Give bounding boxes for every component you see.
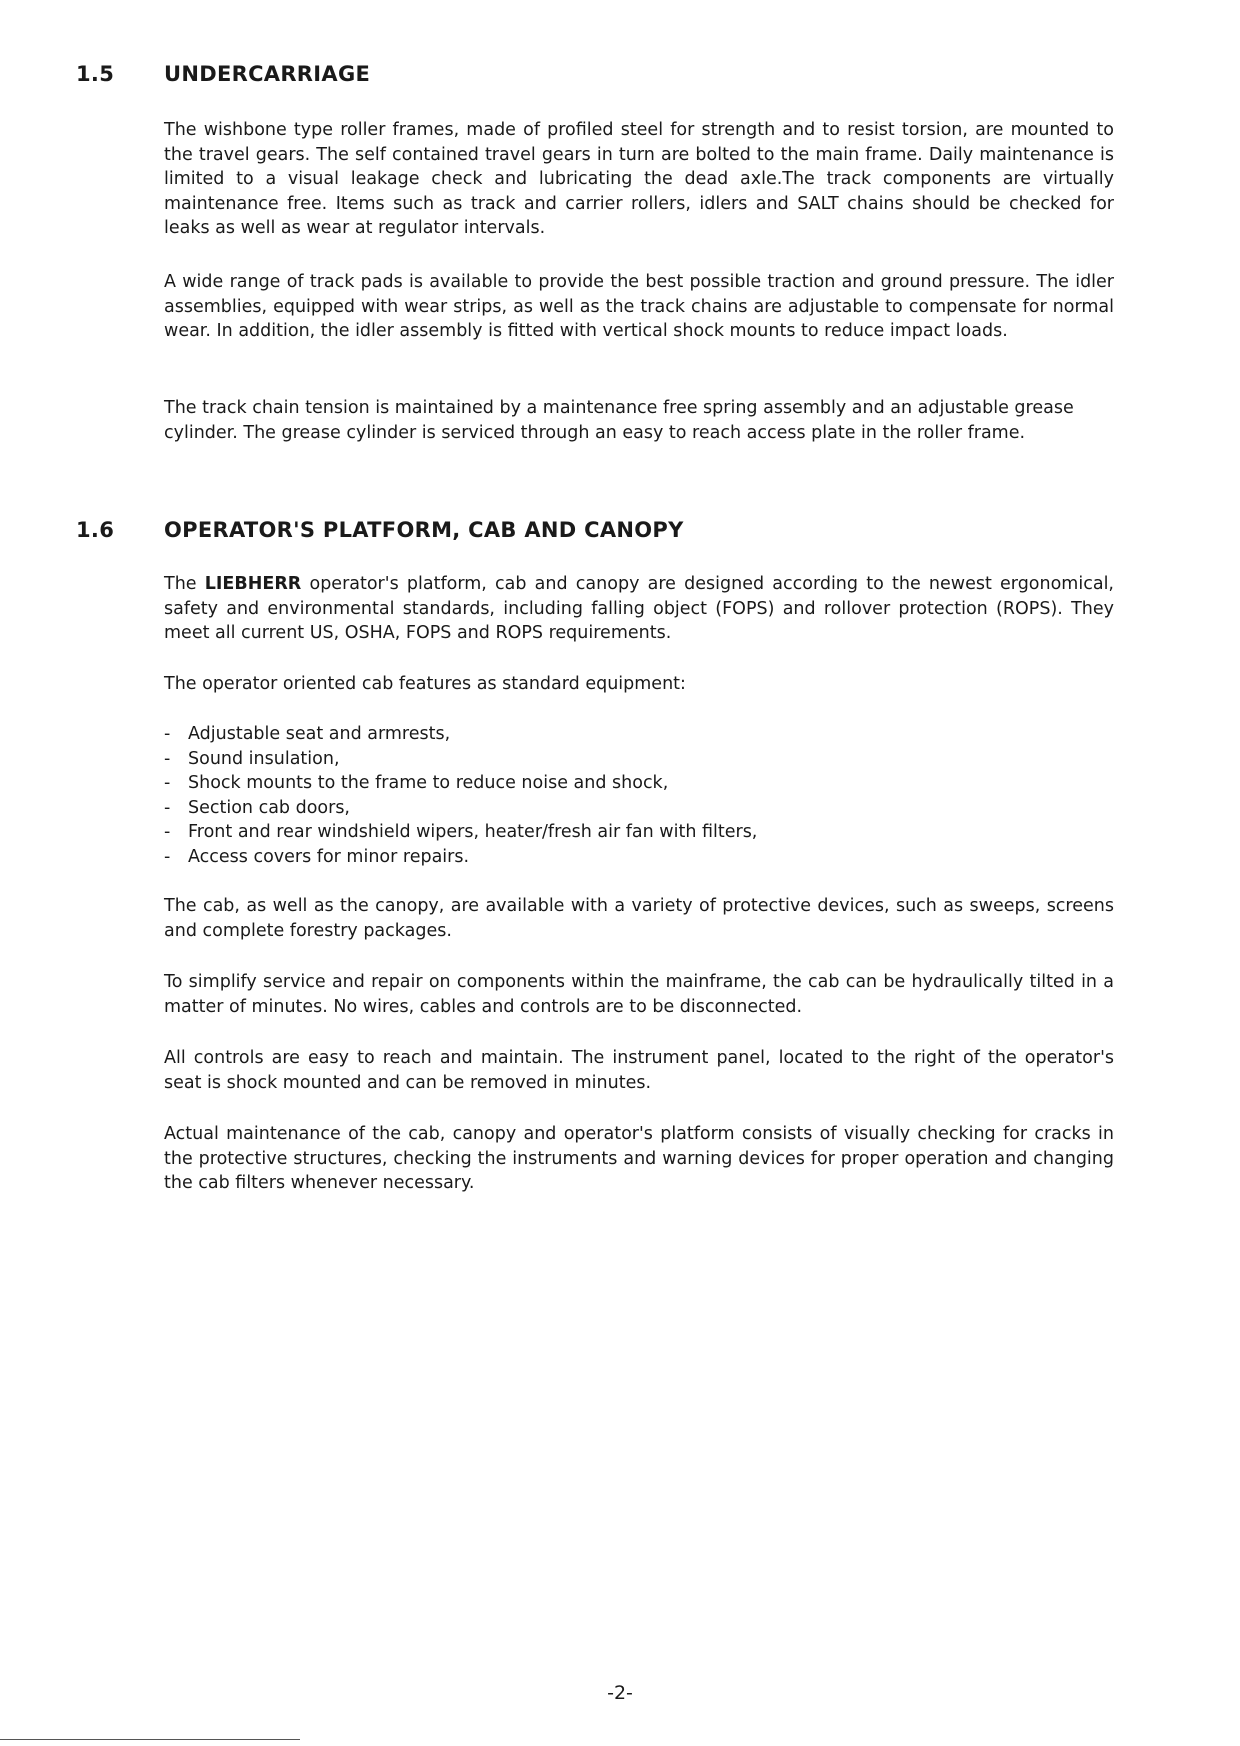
brand-name: LIEBHERR bbox=[204, 574, 302, 594]
section-number: 1.5 bbox=[76, 62, 115, 86]
list-item: - Sound insulation, bbox=[164, 748, 340, 769]
paragraph-list-intro: The operator oriented cab features as standard equipment: bbox=[164, 674, 686, 694]
paragraph-controls: All controls are easy to reach and maintain. The instrument panel, located to the right of the operator's seat is shock mounted and can be removed in minutes. bbox=[164, 1048, 1114, 1093]
footer-rule bbox=[0, 1739, 300, 1740]
section-title: OPERATOR'S PLATFORM, CAB AND CANOPY bbox=[164, 518, 684, 542]
section-heading-undercarriage bbox=[76, 62, 370, 86]
paragraph-cab-tilt: To simplify service and repair on components within the mainframe, the cab can be hydraulically tilted in a matter of minutes. No wires, cables and controls are to be disconnected. bbox=[164, 972, 1114, 1017]
section-number: 1.6 bbox=[76, 518, 115, 542]
section-heading-operators-platform bbox=[76, 518, 684, 542]
paragraph-maintenance: Actual maintenance of the cab, canopy and operator's platform consists of visually checking for cracks in the protective structures, checking the instruments and warning devices for proper operation and changing the cab filters whenever necessary. bbox=[164, 1124, 1114, 1193]
list-item: - Access covers for minor repairs. bbox=[164, 846, 470, 867]
list-item: - Adjustable seat and armrests, bbox=[164, 724, 451, 744]
paragraph-track-pads: A wide range of track pads is available to provide the best possible traction and ground pressure. The idler assemblies, equipped with wear strips, as well as the track chains are adjustable to compensate for normal wear. In addition, the idler assembly is fitted with vertical shock mounts to reduce impact loads. bbox=[164, 272, 1114, 341]
paragraph-roller-frames: The wishbone type roller frames, made of profiled steel for strength and to resist torsion, are mounted to the travel gears. The self contained travel gears in turn are bolted to the main frame. Daily maintenance is limited to a visual leakage check and lubricating the dead axle.The track components are virtually maintenance free. Items such as track and carrier rollers, idlers and SALT chains should be checked for leaks as well as wear at regulator intervals. bbox=[164, 120, 1114, 238]
list-item: - Front and rear windshield wipers, heater/fresh air fan with filters, bbox=[164, 822, 758, 842]
list-item: - Section cab doors, bbox=[164, 797, 350, 818]
intro-text-rest: operator's platform, cab and canopy are designed according to the newest ergonomical, safety and environmental standards, including falling object (FOPS) and rollover protection (ROPS). They meet all current US, OSHA, FOPS and ROPS requirements. bbox=[164, 574, 1114, 643]
standard-equipment-list bbox=[164, 722, 1114, 869]
paragraph-liebherr-intro bbox=[164, 572, 1114, 646]
paragraph-protective-devices: The cab, as well as the canopy, are available with a variety of protective devices, such as sweeps, screens and complete forestry packages. bbox=[164, 896, 1114, 941]
paragraph-chain-tension: The track chain tension is maintained by a maintenance free spring assembly and an adjustable grease cylinder. The grease cylinder is serviced through an easy to reach access plate in the roller frame. bbox=[164, 398, 1074, 443]
section-title: UNDERCARRIAGE bbox=[164, 62, 371, 86]
intro-text-start: The bbox=[164, 574, 205, 594]
page-number: -2- bbox=[607, 1682, 633, 1704]
list-item: - Shock mounts to the frame to reduce noise and shock, bbox=[164, 773, 669, 793]
